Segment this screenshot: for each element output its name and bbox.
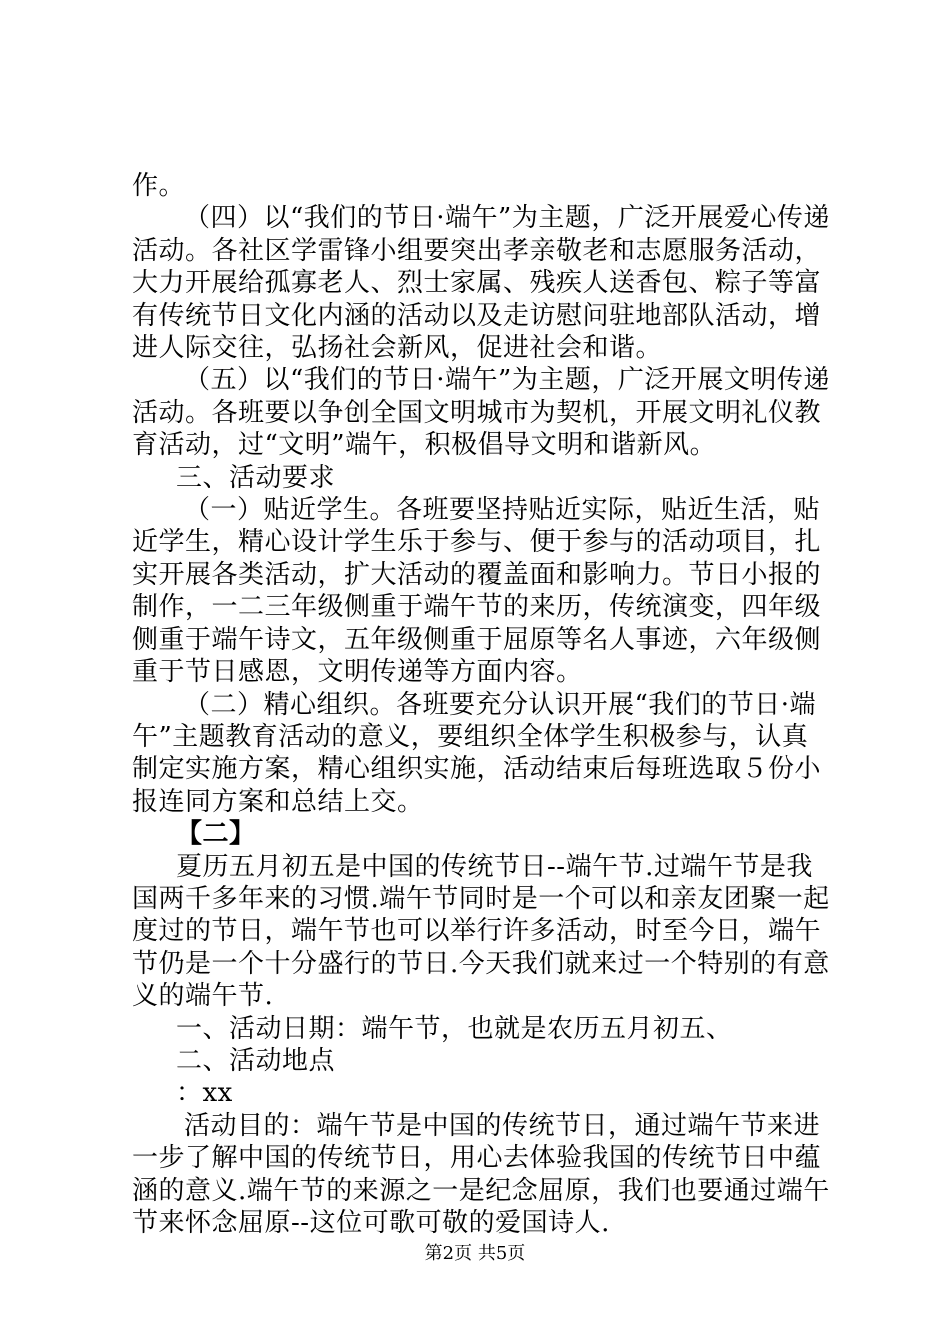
paragraph-requirement-two: （二）精心组织。各班要充分认识开展“我们的节日·端午”主题教育活动的意义，要组织全体学生积极参与，认真制定实施方案，精心组织实施，活动结束后每班选取５份小报连同方案和总结上交。	[132, 689, 822, 817]
paragraph-item-four: （四）以“我们的节日·端午”为主题，广泛开展爱心传递活动。各社区学雷锋小组要突出孝亲敬老和志愿服务活动，大力开展给孤寡老人、烈士家属、残疾人送香包、粽子等富有传统节日文化内涵的活动以及走访慰问驻地部队活动，增进人际交往，弘扬社会新风，促进社会和谐。	[132, 203, 830, 364]
paragraph-activity-purpose: 活动目的：端午节是中国的传统节日，通过端午节来进一步了解中国的传统节日，用心去体验我国的传统节日中蕴涵的意义.端午节的来源之一是纪念屈原，我们也要通过端午节来怀念屈原--这位可歌可敬的爱国诗人.	[132, 1110, 830, 1238]
paragraph-continuation: 作。	[132, 171, 186, 201]
section-marker-two: 【二】	[176, 819, 256, 850]
paragraph-activity-date: 一、活动日期：端午节，也就是农历五月初五、	[176, 1013, 733, 1044]
page-footer	[0, 1242, 950, 1266]
paragraph-activity-location: 二、活动地点	[176, 1045, 336, 1076]
paragraph-intro: 夏历五月初五是中国的传统节日--端午节.过端午节是我国两千多年来的习惯.端午节同时是一个可以和亲友团聚一起度过的节日，端午节也可以举行许多活动，时至今日，端午节仍是一个十分盛行的节日.今天我们就来过一个特别的有意义的端午节.	[132, 851, 830, 1012]
paragraph-location-value: ：xx	[176, 1078, 233, 1109]
page-number: 第2页 共5页	[424, 1243, 526, 1264]
section-heading-requirements: 三、活动要求	[176, 462, 336, 493]
paragraph-item-five: （五）以“我们的节日·端午”为主题，广泛开展文明传递活动。各班要以争创全国文明城市为契机，开展文明礼仪教育活动，过“文明”端午，积极倡导文明和谐新风。	[132, 365, 830, 461]
document-body	[132, 170, 832, 1239]
paragraph-requirement-one: （一）贴近学生。各班要坚持贴近实际，贴近生活，贴近学生，精心设计学生乐于参与、便于参与的活动项目，扎实开展各类活动，扩大活动的覆盖面和影响力。节日小报的制作，一二三年级侧重于端午节的来历，传统演变，四年级侧重于端午诗文，五年级侧重于屈原等名人事迹，六年级侧重于节日感恩，文明传递等方面内容。	[132, 495, 822, 688]
